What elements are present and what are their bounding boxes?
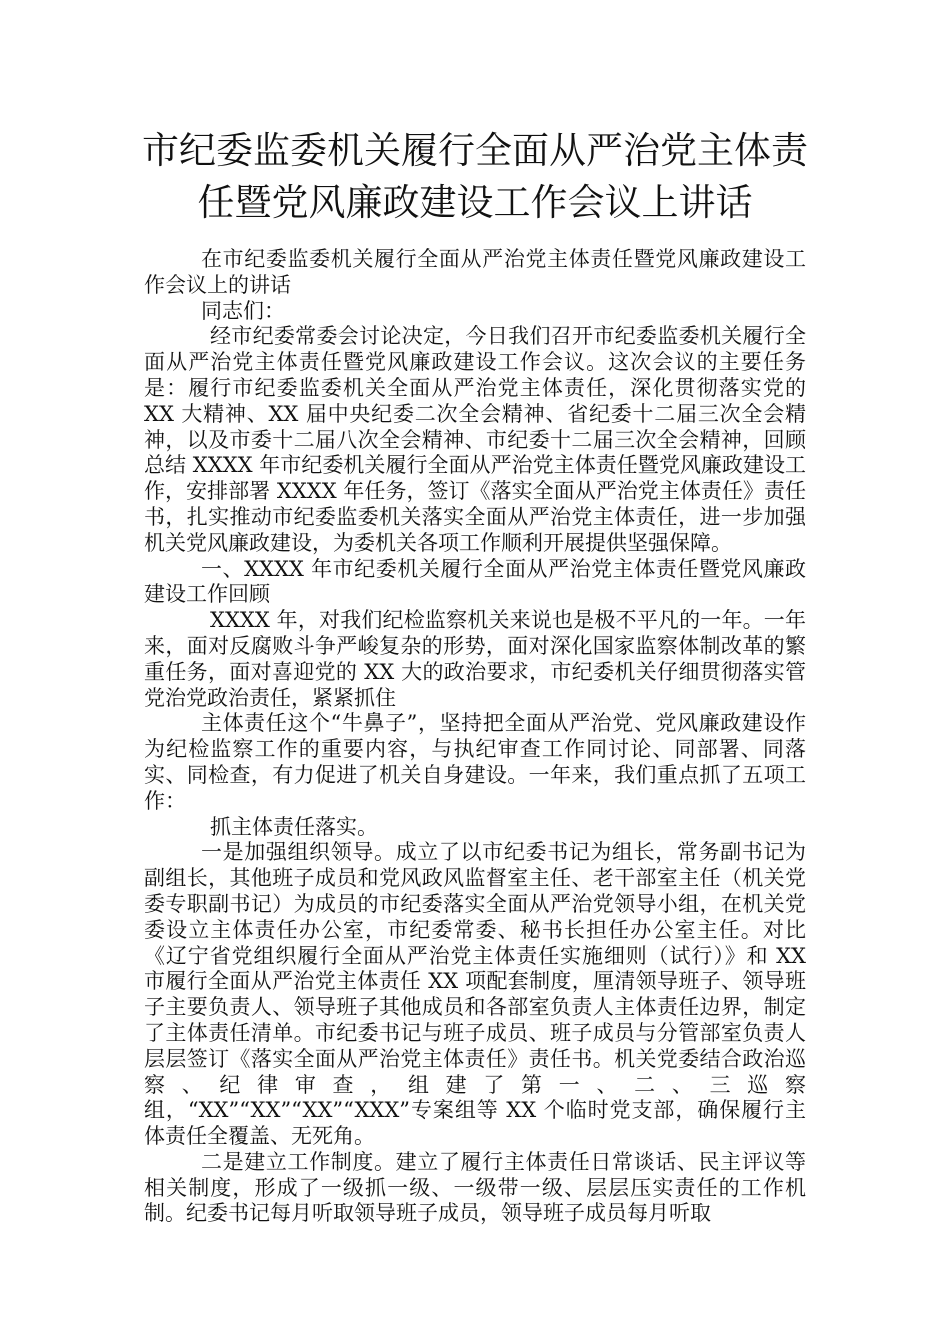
subtitle-paragraph: 在市纪委监委机关履行全面从严治党主体责任暨党风廉政建设工作会议上的讲话 bbox=[144, 247, 806, 297]
document-body bbox=[144, 247, 806, 1227]
paragraph-point-2: 二是建立工作制度。建立了履行主体责任日常谈话、民主评议等相关制度，形成了一级抓一级、一级带一级、层层压实责任的工作机制。纪委书记每月听取领导班子成员，领导班子成员每月听取 bbox=[144, 1149, 806, 1226]
paragraph-point-1: 一是加强组织领导。成立了以市纪委书记为组长，常务副书记为副组长，其他班子成员和党风政风监督室主任、老干部室主任（机关党委专职副书记）为成员的市纪委落实全面从严治党领导小组，在机关党委设立主体责任办公室，市纪委常委、秘书长担任办公室主任。对比《辽宁省党组织履行全面从严治党主体责任实施细则（试行）》和 XX 市履行全面从严治党主体责任 XX 项配套制度，厘清领导班子、领导班子主要负责人、领导班子其他成员和各部室负责人主体责任边界，制定了主体责任清单。市纪委书记与班子成员、班子成员与分管部室负责人层层签订《落实全面从严治党主体责任》责任书。机关党委结合政治巡察、纪律审查，组建了第一、二、三巡察组，“XX”“XX”“XX”“XXX”专案组等 XX 个临时党支部，确保履行主体责任全覆盖、无死角。 bbox=[144, 840, 806, 1149]
salutation: 同志们： bbox=[201, 298, 285, 323]
paragraph-intro: 经市纪委常委会讨论决定，今日我们召开市纪委监委机关履行全面从严治党主体责任暨党风廉政建设工作会议。这次会议的主要任务是：履行市纪委监委机关全面从严治党主体责任，深化贯彻落实党的 XX 大精神、XX 届中央纪委二次全会精神、省纪委十二届三次全会精神，以及市委十二届八次全会精神、市纪委十二届三次全会精神，回顾总结 XXXX 年市纪委机关履行全面从严治党主体责任暨党风廉政建设工作，安排部署 XXXX 年任务，签订《落实全面从严治党主体责任》责任书，扎实推动市纪委监委机关落实全面从严治党主体责任，进一步加强机关党风廉政建设，为委机关各项工作顺利开展提供坚强保障。 bbox=[144, 324, 806, 555]
document-title-line-1: 市纪委监委机关履行全面从严治党主体责 bbox=[142, 129, 808, 172]
paragraph-main-responsibility: 主体责任这个“牛鼻子”，坚持把全面从严治党、党风廉政建设作为纪检监察工作的重要内容，与执纪审查工作同讨论、同部署、同落实、同检查，有力促进了机关自身建设。一年来，我们重点抓了五项工作： bbox=[144, 711, 806, 813]
document-title-line-2: 任暨党风廉政建设工作会议上讲话 bbox=[197, 181, 753, 224]
section-heading-1: 一、XXXX 年市纪委机关履行全面从严治党主体责任暨党风廉政建设工作回顾 bbox=[144, 556, 806, 607]
paragraph-review: XXXX 年，对我们纪检监察机关来说也是极不平凡的一年。一年来，面对反腐败斗争严峻复杂的形势，面对深化国家监察体制改革的繁重任务，面对喜迎党的 XX 大的政治要求，市纪委机关仔细贯彻落实管党治党政治责任，紧紧抓住 bbox=[144, 608, 806, 710]
subheading-responsibility: 抓主体责任落实。 bbox=[210, 814, 378, 839]
